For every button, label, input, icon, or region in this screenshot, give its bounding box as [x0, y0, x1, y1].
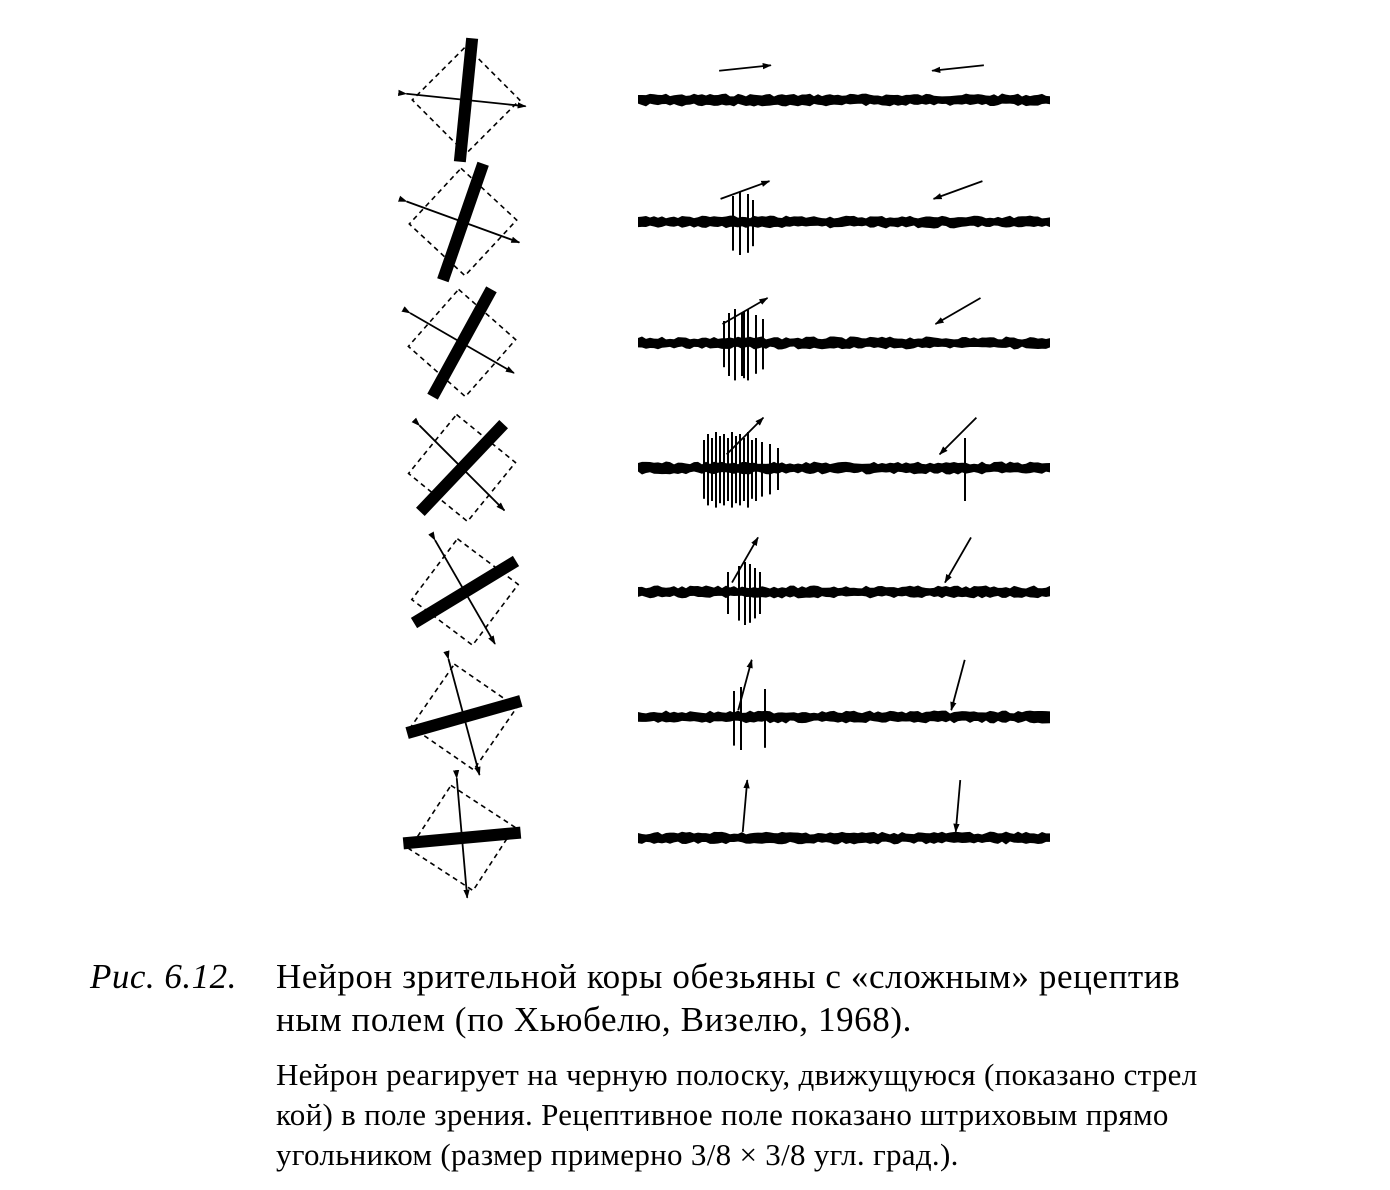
trace-row-7 — [638, 780, 1050, 844]
baseline-trace — [638, 586, 1050, 599]
direction-arrow-backward — [951, 660, 964, 710]
direction-arrow-forward — [743, 780, 748, 832]
baseline-trace — [638, 711, 1050, 724]
direction-arrow-backward — [945, 537, 971, 582]
stimulus-diagrams — [403, 38, 525, 897]
trace-row-4 — [638, 418, 1050, 508]
stimulus-row-1 — [406, 38, 525, 161]
motion-arrow — [435, 540, 495, 644]
direction-arrow-forward — [721, 181, 770, 199]
spike-recordings — [638, 65, 1050, 844]
trace-row-1 — [638, 65, 1050, 106]
caption-body-line-2: кой) в поле зрения. Рецептивное поле показано штриховым прямо — [276, 1097, 1169, 1132]
baseline-trace — [638, 462, 1050, 475]
caption-body — [90, 1055, 1390, 1175]
trace-row-5 — [638, 537, 1050, 625]
caption-title-line-1: Нейрон зрительной коры обезьяны с «сложным» рецептив — [276, 957, 1181, 996]
direction-arrow-forward — [738, 660, 751, 710]
caption-body-line-1: Нейрон реагирует на черную полоску, движущуюся (показано стрел — [276, 1057, 1198, 1092]
direction-arrow-backward — [956, 780, 961, 832]
direction-arrow-forward — [719, 65, 771, 70]
motion-arrow — [410, 313, 514, 373]
stimulus-row-4 — [409, 415, 516, 522]
direction-arrow-backward — [940, 418, 977, 455]
figure-label: Рис. 6.12. — [90, 957, 237, 996]
trace-row-2 — [638, 181, 1050, 255]
baseline-trace — [638, 216, 1050, 229]
stimulus-row-3 — [408, 289, 515, 396]
direction-arrow-backward — [935, 298, 980, 324]
stimulus-row-5 — [412, 539, 518, 645]
figure-caption — [90, 955, 1390, 1175]
baseline-trace — [638, 337, 1050, 350]
direction-arrow-backward — [934, 181, 983, 199]
stimulus-row-7 — [403, 778, 520, 898]
stimulus-row-6 — [407, 659, 521, 775]
stimulus-row-2 — [407, 164, 520, 281]
caption-body-line-3: угольником (размер примерно 3/8 × 3/8 угл. град.). — [276, 1137, 959, 1172]
trace-row-3 — [638, 298, 1050, 380]
trace-row-6 — [638, 660, 1050, 750]
baseline-trace — [638, 832, 1050, 845]
baseline-trace — [638, 94, 1050, 107]
direction-arrow-backward — [932, 65, 984, 70]
caption-title-line-2: ным полем (по Хьюбелю, Визелю, 1968). — [276, 1000, 912, 1039]
